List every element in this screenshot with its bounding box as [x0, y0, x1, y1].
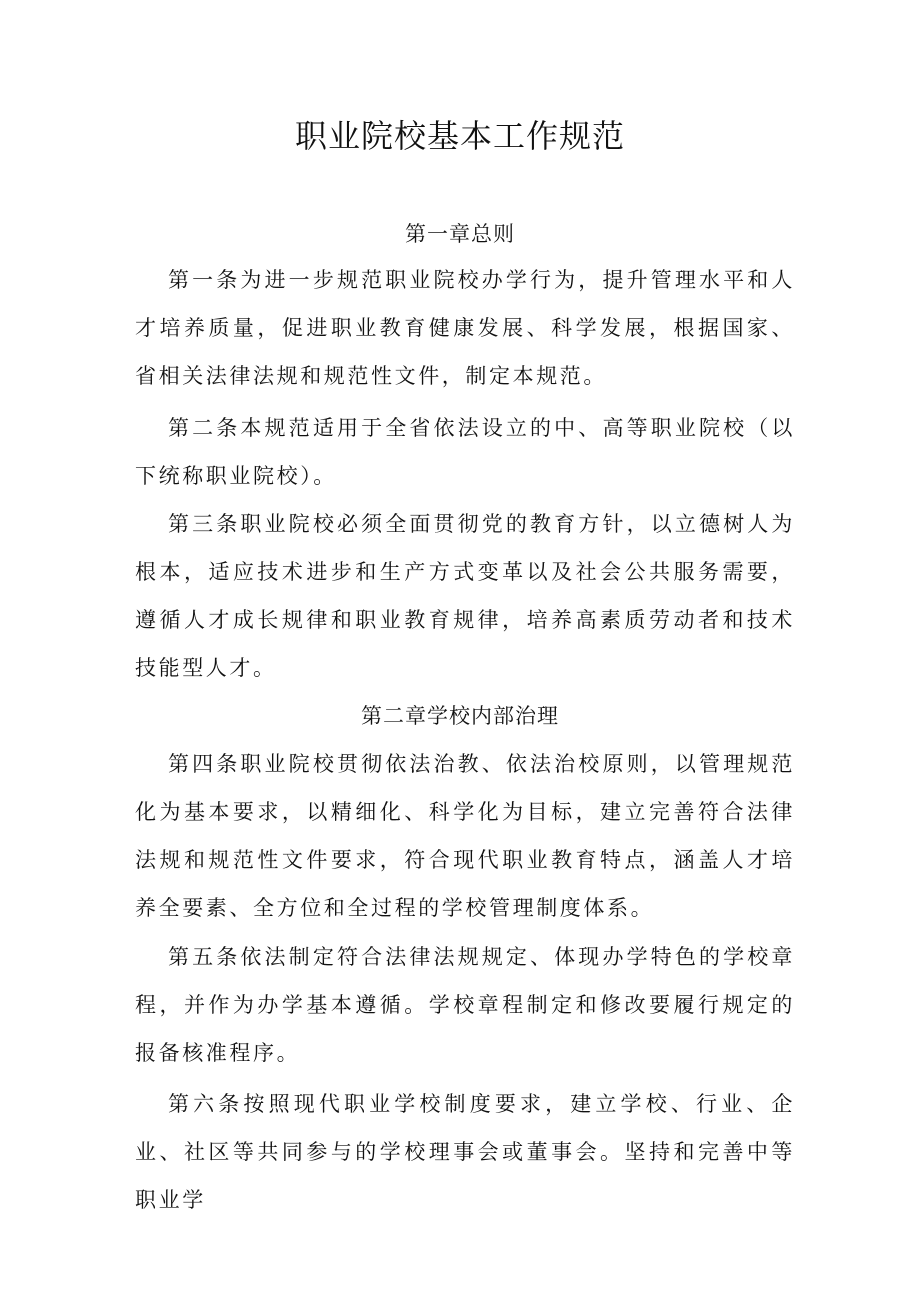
- article-paragraph: 第五条依法制定符合法律法规规定、体现办学特色的学校章程，并作为办学基本遵循。学校章程制定和修改要履行规定的报备核准程序。: [135, 945, 795, 1065]
- article-paragraph: 第二条本规范适用于全省依法设立的中、高等职业院校（以下统称职业院校）。: [135, 416, 795, 488]
- chapter-heading: 第二章学校内部治理: [361, 704, 559, 728]
- article-paragraph: 第三条职业院校必须全面贯彻党的教育方针，以立德树人为根本，适应技术进步和生产方式变革以及社会公共服务需要，遵循人才成长规律和职业教育规律，培养高素质劳动者和技术技能型人才。: [135, 512, 795, 680]
- chapter-heading: 第一章总则: [405, 222, 515, 246]
- article-paragraph: 第四条职业院校贯彻依法治教、依法治校原则，以管理规范化为基本要求，以精细化、科学化为目标，建立完善符合法律法规和规范性文件要求，符合现代职业教育特点，涵盖人才培养全要素、全方位和全过程的学校管理制度体系。: [135, 752, 795, 920]
- article-paragraph: 第六条按照现代职业学校制度要求，建立学校、行业、企业、社区等共同参与的学校理事会或董事会。坚持和完善中等职业学: [135, 1092, 795, 1212]
- article-paragraph: 第一条为进一步规范职业院校办学行为，提升管理水平和人才培养质量，促进职业教育健康发展、科学发展，根据国家、省相关法律法规和规范性文件，制定本规范。: [135, 268, 795, 388]
- document-title: 职业院校基本工作规范: [294, 117, 625, 155]
